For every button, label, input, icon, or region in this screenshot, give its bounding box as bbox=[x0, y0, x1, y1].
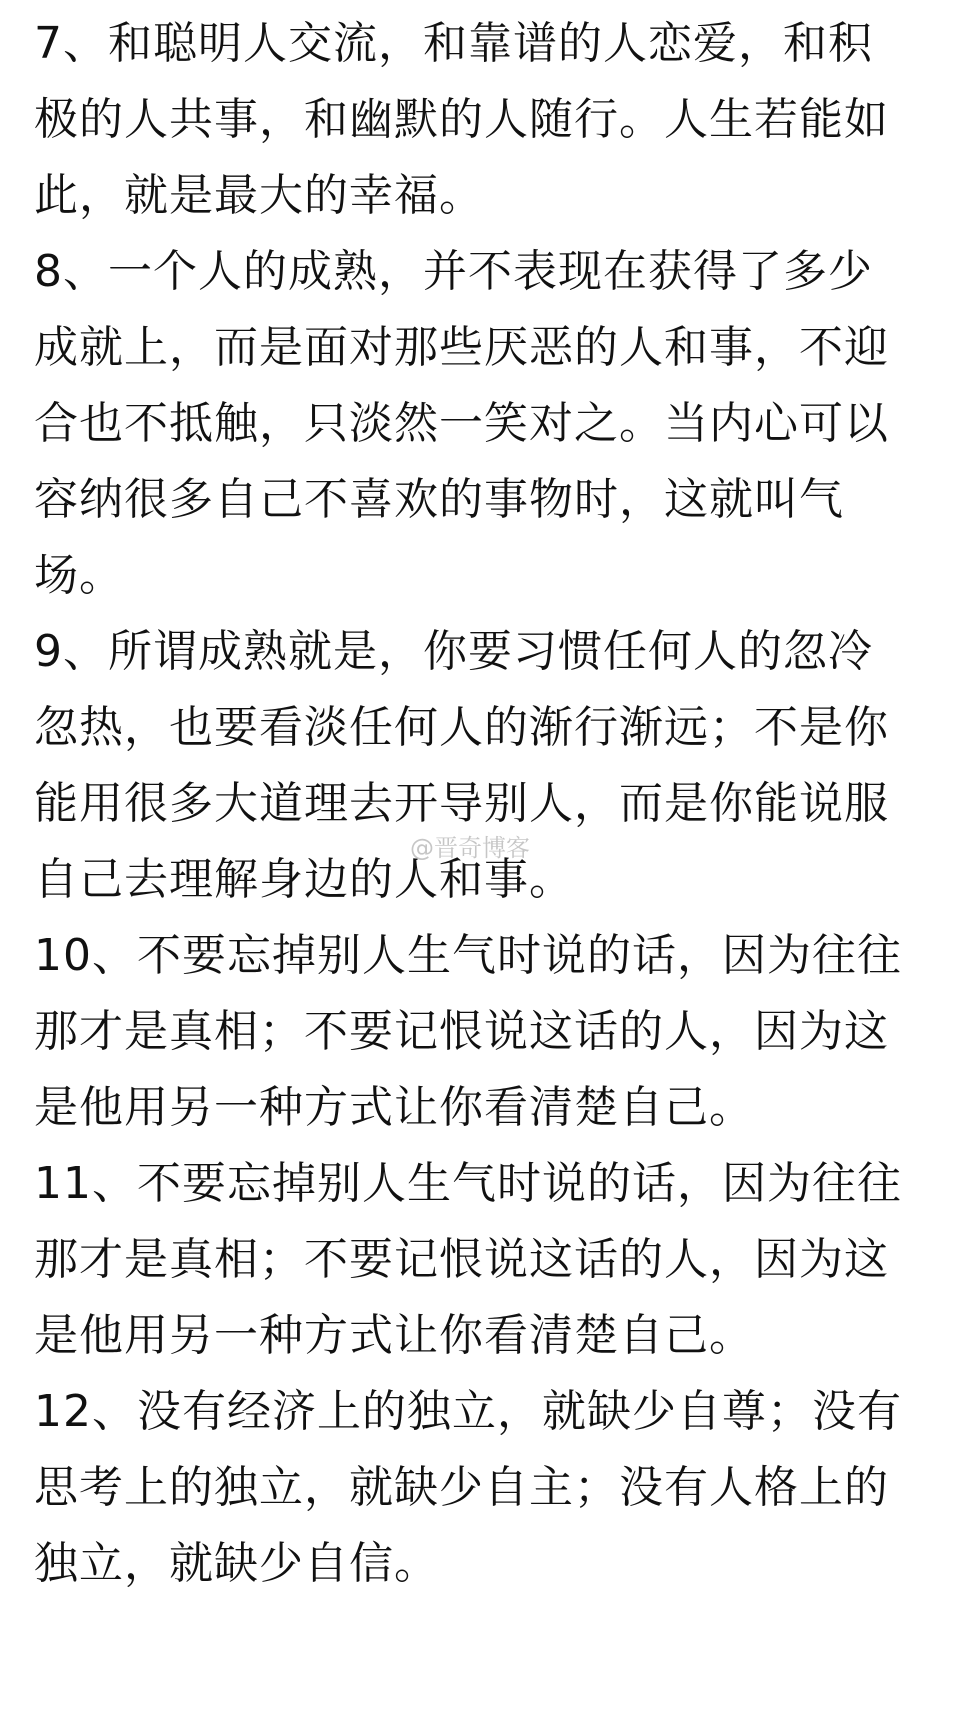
text-line: 10、不要忘掉别人生气时说的话，因为往往 bbox=[34, 930, 902, 981]
text-line: 此，就是最大的幸福。 bbox=[34, 170, 484, 221]
text-line: 那才是真相；不要记恨说这话的人，因为这 bbox=[34, 1234, 889, 1285]
text-line: 自己去理解身边的人和事。 bbox=[34, 854, 574, 905]
text-line: 容纳很多自己不喜欢的事物时，这就叫气 bbox=[34, 474, 844, 525]
text-line: 11、不要忘掉别人生气时说的话，因为往往 bbox=[34, 1158, 902, 1209]
text-line: 思考上的独立，就缺少自主；没有人格上的 bbox=[34, 1462, 889, 1513]
text-line: 9、所谓成熟就是，你要习惯任何人的忽冷 bbox=[34, 626, 873, 677]
text-line: 极的人共事，和幽默的人随行。人生若能如 bbox=[34, 94, 889, 145]
quote-text-body bbox=[34, 6, 934, 1602]
text-line: 是他用另一种方式让你看清楚自己。 bbox=[34, 1310, 754, 1361]
text-line: 成就上，而是面对那些厌恶的人和事，不迎 bbox=[34, 322, 889, 373]
text-line: 7、和聪明人交流，和靠谱的人恋爱，和积 bbox=[34, 18, 873, 69]
text-line: 合也不抵触，只淡然一笑对之。当内心可以 bbox=[34, 398, 889, 449]
text-line: 独立，就缺少自信。 bbox=[34, 1538, 439, 1589]
text-line: 那才是真相；不要记恨说这话的人，因为这 bbox=[34, 1006, 889, 1057]
text-line: 12、没有经济上的独立，就缺少自尊；没有 bbox=[34, 1386, 902, 1437]
text-line: 忽热，也要看淡任何人的渐行渐远；不是你 bbox=[34, 702, 889, 753]
text-line: 8、一个人的成熟，并不表现在获得了多少 bbox=[34, 246, 873, 297]
text-line: 是他用另一种方式让你看清楚自己。 bbox=[34, 1082, 754, 1133]
watermark: @晋奇博客 bbox=[410, 834, 530, 862]
text-line: 场。 bbox=[34, 550, 124, 601]
text-line: 能用很多大道理去开导别人，而是你能说服 bbox=[34, 778, 889, 829]
